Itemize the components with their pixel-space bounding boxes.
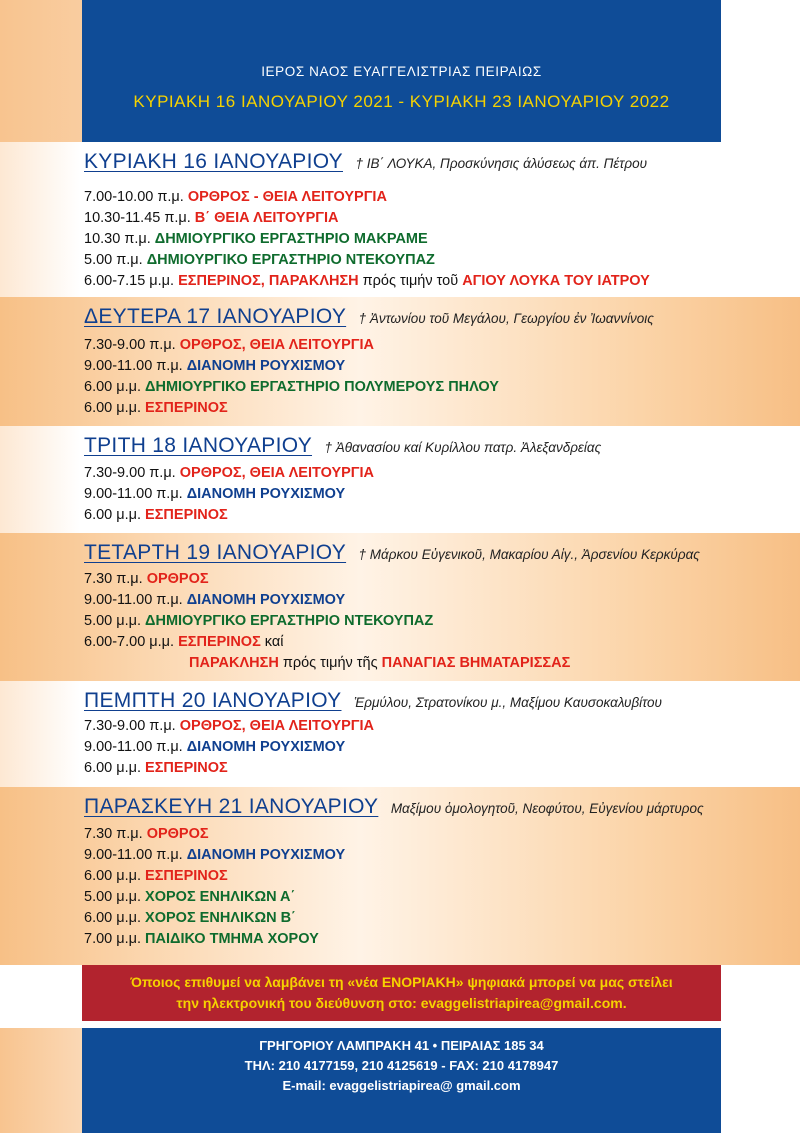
service: ΕΣΠΕΡΙΝΟΣ <box>178 634 261 650</box>
service: ΠΑΙΔΙΚΟ ΤΜΗΜΑ ΧΟΡΟΥ <box>145 931 319 947</box>
time: 6.00-7.00 μ.μ. <box>84 634 179 650</box>
day-saints: Ἑρμύλου, Στρατονίκου μ., Μαξίμου Καυσοκαλυβίτου <box>353 695 662 710</box>
time: 6.00 μ.μ. <box>84 868 146 884</box>
day-saints: † Μάρκου Εὐγενικοῦ, Μακαρίου Αἰγ., Ἀρσενίου Κερκύρας <box>358 547 700 562</box>
time: 10.30-11.45 π.μ. <box>84 210 195 226</box>
schedule-list <box>84 716 374 779</box>
day-heading <box>84 795 704 819</box>
schedule-row <box>84 887 345 908</box>
day-heading <box>84 541 700 565</box>
day-heading <box>84 305 654 329</box>
day-section-wednesday <box>0 533 800 681</box>
address: ΓΡΗΓΟΡΙΟΥ ΛΑΜΠΡΑΚΗ 41 • ΠΕΙΡΑΙΑΣ 185 34 <box>259 1038 544 1053</box>
service: ΔΙΑΝΟΜΗ ΡΟΥΧΙΣΜΟΥ <box>186 486 346 502</box>
email: E-mail: evaggelistriapirea@ gmail.com <box>282 1078 521 1093</box>
schedule-row <box>84 824 345 845</box>
service: ΔΙΑΝΟΜΗ ΡΟΥΧΙΣΜΟΥ <box>186 847 346 863</box>
schedule-row <box>84 929 345 950</box>
time: 5.00 μ.μ. <box>84 613 146 629</box>
day-section-sunday <box>0 142 800 297</box>
time: 9.00-11.00 π.μ. <box>84 592 187 608</box>
schedule-row <box>84 377 499 398</box>
time: 9.00-11.00 π.μ. <box>84 358 187 374</box>
service: ΕΣΠΕΡΙΝΟΣ <box>145 507 228 523</box>
service: ΔΙΑΝΟΜΗ ΡΟΥΧΙΣΜΟΥ <box>186 358 346 374</box>
day-title: ΔΕΥΤΕΡΑ 17 ΙΑΝΟΥΑΡΙΟΥ <box>84 305 347 328</box>
day-title: ΠΕΜΠΤΗ 20 ΙΑΝΟΥΑΡΙΟΥ <box>84 689 342 712</box>
contact-footer <box>82 1028 721 1133</box>
time: 6.00 μ.μ. <box>84 400 146 416</box>
service: ΟΡΘΡΟΣ - ΘΕΙΑ ΛΕΙΤΟΥΡΓΙΑ <box>187 189 387 205</box>
schedule-row <box>84 271 650 292</box>
time: 7.30-9.00 π.μ. <box>84 337 180 353</box>
day-saints: † Ἀθανασίου καί Κυρίλλου πατρ. Ἀλεξανδρείας <box>324 440 602 455</box>
schedule-row <box>84 505 374 526</box>
schedule-row <box>84 187 650 208</box>
day-title: ΤΡΙΤΗ 18 ΙΑΝΟΥΑΡΙΟΥ <box>84 434 313 457</box>
day-title: ΤΕΤΑΡΤΗ 19 ΙΑΝΟΥΑΡΙΟΥ <box>84 541 347 564</box>
service: ΧΟΡΟΣ ΕΝΗΛΙΚΩΝ Α΄ <box>145 889 296 905</box>
service: ΔΗΜΙΟΥΡΓΙΚΟ ΕΡΓΑΣΤΗΡΙΟ ΝΤΕΚΟΥΠΑΖ <box>145 613 434 629</box>
schedule-row <box>84 484 374 505</box>
time: 6.00 μ.μ. <box>84 507 146 523</box>
phone-fax: ΤΗΛ: 210 4177159, 210 4125619 - FAX: 210 4178947 <box>244 1058 559 1073</box>
schedule-row <box>84 229 650 250</box>
connector-text: πρός τιμήν τῆς <box>278 655 382 671</box>
time: 7.30 π.μ. <box>84 826 147 842</box>
service: ΧΟΡΟΣ ΕΝΗΛΙΚΩΝ Β΄ <box>145 910 296 926</box>
time: 5.00 π.μ. <box>84 252 147 268</box>
service: ΔΗΜΙΟΥΡΓΙΚΟ ΕΡΓΑΣΤΗΡΙΟ ΠΟΛΥΜΕΡΟΥΣ ΠΗΛΟΥ <box>145 379 499 395</box>
schedule-row <box>84 463 374 484</box>
day-title: ΠΑΡΑΣΚΕΥΗ 21 ΙΑΝΟΥΑΡΙΟΥ <box>84 795 379 818</box>
schedule-row <box>84 398 499 419</box>
time: 7.30-9.00 π.μ. <box>84 465 180 481</box>
schedule-row <box>84 250 650 271</box>
connector-text: πρός τιμήν τοῦ <box>358 273 463 289</box>
time: 9.00-11.00 π.μ. <box>84 847 187 863</box>
time: 7.00-10.00 π.μ. <box>84 189 188 205</box>
time: 6.00 μ.μ. <box>84 910 146 926</box>
time: 9.00-11.00 π.μ. <box>84 739 187 755</box>
service: ΕΣΠΕΡΙΝΟΣ <box>145 760 228 776</box>
schedule-row <box>84 866 345 887</box>
notice-line: Όποιος επιθυμεί να λαμβάνει τη «νέα ΕΝΟΡΙΑΚΗ» ψηφιακά μπορεί να μας στείλει <box>130 974 673 990</box>
service: ΔΙΑΝΟΜΗ ΡΟΥΧΙΣΜΟΥ <box>186 592 346 608</box>
day-section-friday <box>0 787 800 965</box>
schedule-list <box>84 569 570 674</box>
time: 9.00-11.00 π.μ. <box>84 486 187 502</box>
header-banner <box>82 0 721 142</box>
time: 7.30-9.00 π.μ. <box>84 718 180 734</box>
schedule-row <box>84 335 499 356</box>
day-section-monday <box>0 297 800 426</box>
day-heading <box>84 150 647 174</box>
service-honoree: ΑΓΙΟΥ ΛΟΥΚΑ ΤΟΥ ΙΑΤΡΟΥ <box>462 273 650 289</box>
notice-line: την ηλεκτρονική του διεύθυνση στο: evaggelistriapirea@gmail.com. <box>176 995 627 1011</box>
day-section-thursday <box>0 681 800 787</box>
schedule-row <box>84 737 374 758</box>
time: 6.00 μ.μ. <box>84 760 146 776</box>
service: ΔΗΜΙΟΥΡΓΙΚΟ ΕΡΓΑΣΤΗΡΙΟ ΝΤΕΚΟΥΠΑΖ <box>146 252 435 268</box>
schedule-row <box>84 758 374 779</box>
schedule-row <box>84 845 345 866</box>
time: 7.30 π.μ. <box>84 571 147 587</box>
schedule-row <box>84 569 570 590</box>
service: ΕΣΠΕΡΙΝΟΣ, ΠΑΡΑΚΛΗΣΗ <box>178 273 359 289</box>
day-saints: † ΙΒ΄ ΛΟΥΚΑ, Προσκύνησις άλύσεως άπ. Πέτρου <box>355 156 648 171</box>
schedule-row <box>84 716 374 737</box>
date-range: ΚΥΡΙΑΚΗ 16 ΙΑΝΟΥΑΡΙΟΥ 2021 - ΚΥΡΙΑΚΗ 23 ΙΑΝΟΥΑΡΙΟΥ 2022 <box>133 92 670 111</box>
schedule-row <box>84 653 570 674</box>
schedule-row <box>84 611 570 632</box>
service: Β΄ ΘΕΙΑ ΛΕΙΤΟΥΡΓΙΑ <box>194 210 339 226</box>
time: 6.00-7.15 μ.μ. <box>84 273 179 289</box>
service: ΟΡΘΡΟΣ, ΘΕΙΑ ΛΕΙΤΟΥΡΓΙΑ <box>179 337 375 353</box>
service-honoree: ΠΑΝΑΓΙΑΣ ΒΗΜΑΤΑΡΙΣΣΑΣ <box>381 655 571 671</box>
day-title: ΚΥΡΙΑΚΗ 16 ΙΑΝΟΥΑΡΙΟΥ <box>84 150 343 173</box>
schedule-row <box>84 356 499 377</box>
time: 10.30 π.μ. <box>84 231 155 247</box>
schedule-list <box>84 824 345 950</box>
service: ΕΣΠΕΡΙΝΟΣ <box>145 868 228 884</box>
service: ΔΗΜΙΟΥΡΓΙΚΟ ΕΡΓΑΣΤΗΡΙΟ ΜΑΚΡΑΜΕ <box>154 231 428 247</box>
schedule-row <box>84 590 570 611</box>
day-heading <box>84 689 662 713</box>
schedule-row <box>84 208 650 229</box>
connector-text: καί <box>260 634 284 650</box>
day-section-tuesday <box>0 426 800 533</box>
service: ΔΙΑΝΟΜΗ ΡΟΥΧΙΣΜΟΥ <box>186 739 346 755</box>
day-saints: † Ἀντωνίου τοῦ Μεγάλου, Γεωργίου ἐν Ἰωαννίνοις <box>358 311 654 326</box>
time: 5.00 μ.μ. <box>84 889 146 905</box>
service: ΕΣΠΕΡΙΝΟΣ <box>145 400 228 416</box>
schedule-row <box>84 908 345 929</box>
service: ΟΡΘΡΟΣ <box>146 571 209 587</box>
time: 7.00 μ.μ. <box>84 931 146 947</box>
schedule-list <box>84 335 499 419</box>
service: ΟΡΘΡΟΣ, ΘΕΙΑ ΛΕΙΤΟΥΡΓΙΑ <box>179 718 375 734</box>
schedule-list <box>84 187 650 292</box>
newsletter-notice <box>82 965 721 1021</box>
service: ΟΡΘΡΟΣ, ΘΕΙΑ ΛΕΙΤΟΥΡΓΙΑ <box>179 465 375 481</box>
day-saints: Μαξίμου ὁμολογητοῦ, Νεοφύτου, Εὐγενίου μάρτυρος <box>390 801 704 816</box>
church-name: ΙΕΡΟΣ ΝΑΟΣ ΕΥΑΓΓΕΛΙΣΤΡΙΑΣ ΠΕΙΡΑΙΩΣ <box>261 64 542 79</box>
day-heading <box>84 434 601 458</box>
service: ΟΡΘΡΟΣ <box>146 826 209 842</box>
schedule-row <box>84 632 570 653</box>
service: ΠΑΡΑΚΛΗΣΗ <box>189 655 279 671</box>
time: 6.00 μ.μ. <box>84 379 146 395</box>
schedule-list <box>84 463 374 526</box>
